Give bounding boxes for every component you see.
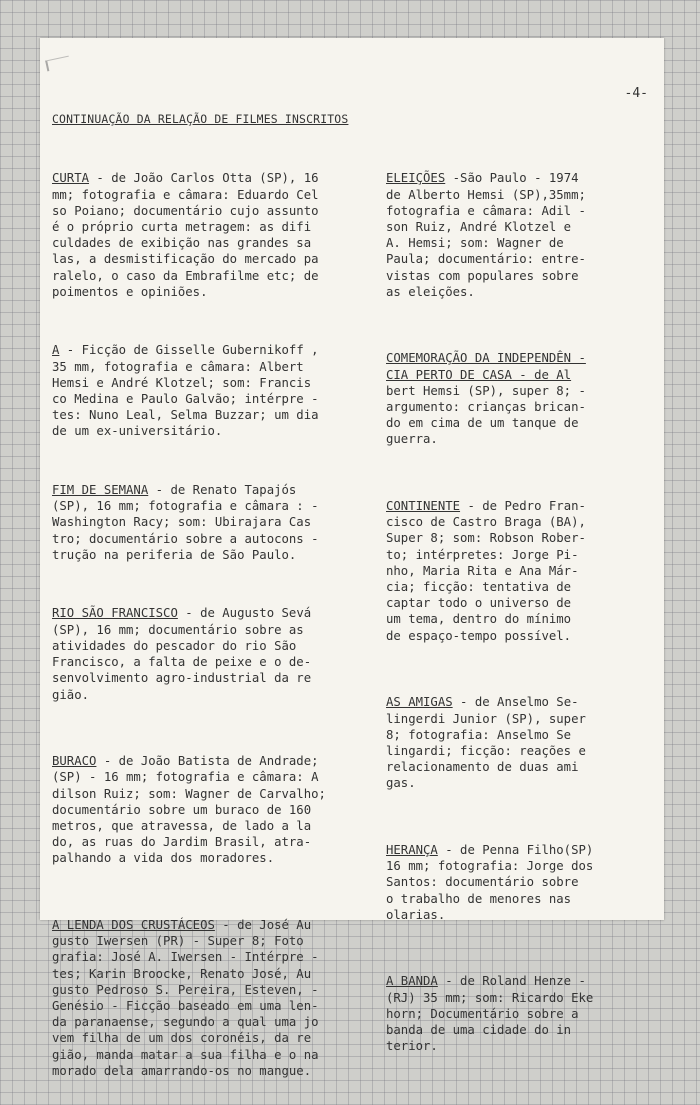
- film-entry-comemoracao-da-independencia: COMEMORAÇÃO DA INDEPENDÊN - CIA PERTO DE CASA - de Al bert Hemsi (SP), super 8; - argumento: crianças brican- do em cima de um tanque de guerra.: [386, 351, 586, 447]
- film-title: AS AMIGAS: [386, 695, 453, 710]
- film-title: A BANDA: [386, 974, 438, 989]
- film-entry-buraco: BURACO - de João Batista de Andrade; (SP) - 16 mm; fotografia e câmara: A dilson Ruiz; som: Wagner de Carvalho; documentário sobre um buraco de 160 metros, que atravessa, de lado a la do, as ruas do Jardim Brasil, atra- palhando a vida dos moradores.: [52, 754, 326, 866]
- film-entry-curta: CURTA - de João Carlos Otta (SP), 16 mm; fotografia e câmara: Eduardo Cel so Poiano; documentário cujo assunto é o próprio curta metragem: as difi culdades de exibição nas grandes sa las, a desmistificação do mercado pa ralelo, o caso da Embrafilme etc; de poimentos e opiniões.: [52, 171, 319, 299]
- film-entry-fim-de-semana: FIM DE SEMANA - de Renato Tapajós (SP), 16 mm; fotografia e câmara : - Washington Racy; som: Ubirajara Cas tro; documentário sobre a autocons - trução na periferia de São Paulo.: [52, 483, 319, 562]
- film-entry-eleicoes: ELEIÇÕES -São Paulo - 1974 de Alberto Hemsi (SP),35mm; fotografia e câmara: Adil - son Ruiz, André Klotzel e A. Hemsi; som: Wagner de Paula; documentário: entre- vistas com populares sobre as eleições.: [386, 171, 586, 299]
- right-column: [386, 138, 618, 1081]
- film-entry-rio-sao-francisco: RIO SÃO FRANCISCO - de Augusto Sevá (SP), 16 mm; documentário sobre as atividades do pescador do rio São Francisco, a falta de peixe e o de- senvolvimento agro-industrial da re gião.: [52, 606, 312, 702]
- film-title: BURACO: [52, 754, 97, 769]
- film-entry-heranca: HERANÇA - de Penna Filho(SP) 16 mm; fotografia: Jorge dos Santos: documentário sobre o trabalho de menores nas olarias.: [386, 842, 594, 922]
- film-title: FIM DE SEMANA: [52, 483, 149, 498]
- page-number: -4-: [624, 86, 648, 101]
- film-title: COMEMORAÇÃO DA INDEPENDÊN -: [386, 351, 586, 366]
- film-title: CURTA: [52, 171, 90, 186]
- film-title: ELEIÇÕES: [386, 171, 446, 186]
- left-column: [52, 138, 348, 1105]
- film-entry-a-banda: A BANDA - de Roland Henze - (RJ) 35 mm; som: Ricardo Eke horn; Documentário sobre a banda de uma cidade do in terior.: [386, 974, 594, 1054]
- pencil-mark: [45, 56, 71, 72]
- film-title: HERANÇA: [386, 842, 438, 857]
- page-heading: CONTINUAÇÃO DA RELAÇÃO DE FILMES INSCRITOS: [52, 112, 349, 126]
- film-entry-a-lenda-dos-crustaceos: A LENDA DOS CRUSTÁCEOS - de José Au gusto Iwersen (PR) - Super 8; Foto grafia: José A. Iwersen - Intérpre - tes; Karin Broocke, Renato José, Au gusto Pedroso S. Pereira, Esteven, - Genésio - Ficção baseado em uma len- da paranaense, segundo a qual uma jo vem filha de um dos coronéis, da re gião, manda matar a sua filha e o na morado dela amarrando-os no mangue.: [52, 917, 319, 1078]
- film-entry-a: A - Ficção de Gisselle Gubernikoff , 35 mm, fotografia e câmara: Albert Hemsi e André Klotzel; som: Francis co Medina e Paulo Galvão; intérpre - tes: Nuno Leal, Selma Buzzar; um dia de um ex-universitário.: [52, 343, 319, 439]
- film-title: CONTINENTE: [386, 499, 461, 514]
- film-entry-as-amigas: AS AMIGAS - de Anselmo Se- lingerdi Junior (SP), super 8; fotografia: Anselmo Se lingardi; ficção: reações e relacionamento de duas ami gas.: [386, 695, 586, 791]
- film-entry-continente: CONTINENTE - de Pedro Fran- cisco de Castro Braga (BA), Super 8; som: Robson Rober- to; intérpretes: Jorge Pi- nho, Maria Rita e Ana Már- cia; ficção: tentativa de captar todo o universo de um tema, dentro do mínimo de espaço-tempo possível.: [386, 499, 586, 643]
- film-title: A: [52, 343, 60, 358]
- film-title: A LENDA DOS CRUSTÁCEOS: [52, 917, 215, 932]
- film-title: RIO SÃO FRANCISCO: [52, 606, 178, 621]
